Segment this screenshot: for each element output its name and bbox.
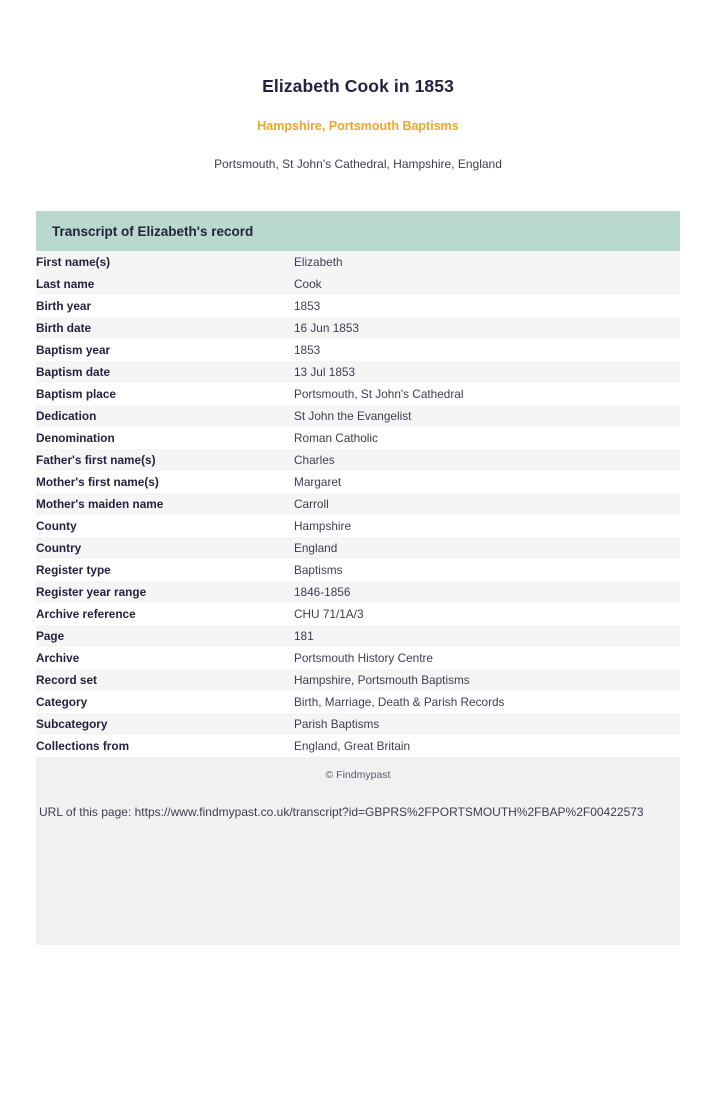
field-label: Page	[36, 625, 294, 647]
table-row	[36, 427, 680, 449]
table-row	[36, 405, 680, 427]
field-label: Baptism date	[36, 361, 294, 383]
table-row	[36, 735, 680, 757]
page-title: Elizabeth Cook in 1853	[262, 76, 454, 96]
field-label: Baptism place	[36, 383, 294, 405]
field-label: Father's first name(s)	[36, 449, 294, 471]
field-label: Collections from	[36, 735, 294, 757]
field-label: County	[36, 515, 294, 537]
field-value: England	[294, 537, 680, 559]
field-value: 1853	[294, 295, 680, 317]
field-value: Birth, Marriage, Death & Parish Records	[294, 691, 680, 713]
table-row	[36, 559, 680, 581]
table-row	[36, 625, 680, 647]
transcript-table	[36, 251, 680, 757]
field-label: Record set	[36, 669, 294, 691]
field-value: Carroll	[294, 493, 680, 515]
table-row	[36, 317, 680, 339]
table-row	[36, 603, 680, 625]
table-row	[36, 295, 680, 317]
table-row	[36, 273, 680, 295]
field-value: Portsmouth, St John's Cathedral	[294, 383, 680, 405]
field-label: First name(s)	[36, 251, 294, 273]
field-label: Last name	[36, 273, 294, 295]
field-label: Archive	[36, 647, 294, 669]
field-value: 1846-1856	[294, 581, 680, 603]
transcript-header	[36, 211, 680, 251]
table-row	[36, 449, 680, 471]
transcript-header-label: Transcript of Elizabeth's record	[52, 223, 254, 239]
field-label: Birth year	[36, 295, 294, 317]
field-value: 13 Jul 1853	[294, 361, 680, 383]
field-value: Portsmouth History Centre	[294, 647, 680, 669]
field-value: England, Great Britain	[294, 735, 680, 757]
page-url-text: URL of this page: https://www.findmypast.co.uk/transcript?id=GBPRS%2FPORTSMOUTH%2FBAP%2F00422573	[39, 805, 644, 819]
field-label: Subcategory	[36, 713, 294, 735]
table-row	[36, 251, 680, 273]
field-label: Country	[36, 537, 294, 559]
field-value: Cook	[294, 273, 680, 295]
table-row	[36, 669, 680, 691]
footer-block	[36, 757, 680, 945]
transcript-page	[0, 76, 716, 1099]
field-label: Register year range	[36, 581, 294, 603]
table-row	[36, 471, 680, 493]
field-label: Mother's maiden name	[36, 493, 294, 515]
field-value: Hampshire	[294, 515, 680, 537]
field-value: Roman Catholic	[294, 427, 680, 449]
field-label: Mother's first name(s)	[36, 471, 294, 493]
field-value: 1853	[294, 339, 680, 361]
field-label: Birth date	[36, 317, 294, 339]
table-row	[36, 581, 680, 603]
table-row	[36, 537, 680, 559]
table-row	[36, 647, 680, 669]
table-row	[36, 361, 680, 383]
field-value: Margaret	[294, 471, 680, 493]
record-set-link[interactable]: Hampshire, Portsmouth Baptisms	[257, 119, 459, 133]
field-label: Dedication	[36, 405, 294, 427]
table-row	[36, 691, 680, 713]
field-value: 16 Jun 1853	[294, 317, 680, 339]
field-value: 181	[294, 625, 680, 647]
field-label: Register type	[36, 559, 294, 581]
field-value: Parish Baptisms	[294, 713, 680, 735]
field-value: Hampshire, Portsmouth Baptisms	[294, 669, 680, 691]
copyright-notice: © Findmypast	[325, 769, 391, 781]
table-row	[36, 515, 680, 537]
table-row	[36, 713, 680, 735]
field-label: Archive reference	[36, 603, 294, 625]
table-row	[36, 493, 680, 515]
field-value: Elizabeth	[294, 251, 680, 273]
field-label: Category	[36, 691, 294, 713]
field-value: CHU 71/1A/3	[294, 603, 680, 625]
field-label: Baptism year	[36, 339, 294, 361]
location-line: Portsmouth, St John's Cathedral, Hampshire, England	[214, 157, 502, 171]
field-value: St John the Evangelist	[294, 405, 680, 427]
table-row	[36, 339, 680, 361]
field-label: Denomination	[36, 427, 294, 449]
field-value: Charles	[294, 449, 680, 471]
field-value: Baptisms	[294, 559, 680, 581]
table-row	[36, 383, 680, 405]
